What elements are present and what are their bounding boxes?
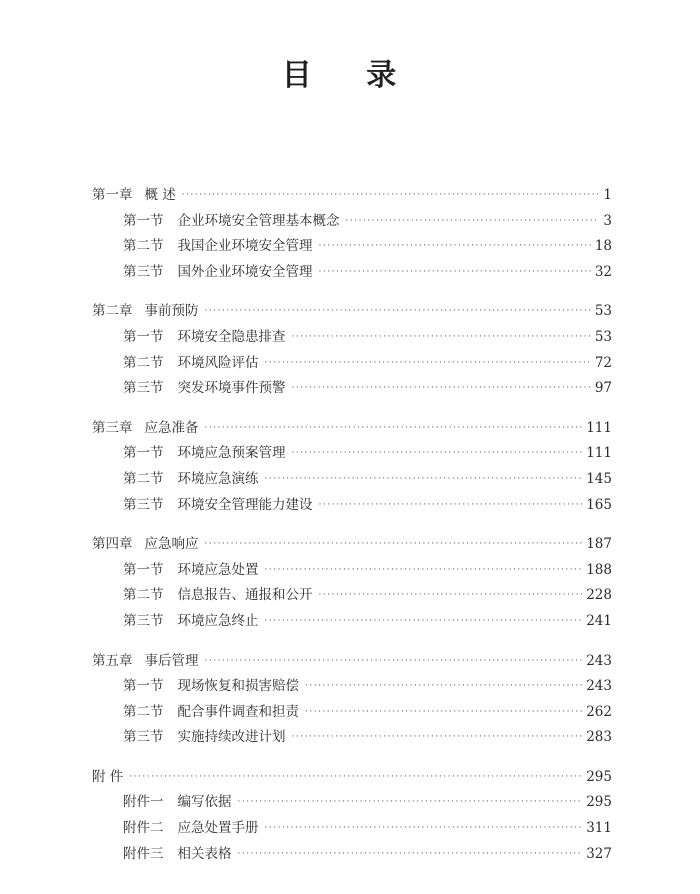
toc-section-row[interactable]: [92, 493, 612, 519]
toc-entry-label: [123, 260, 313, 286]
dot-leader: [205, 299, 591, 325]
section-number: 第二节: [123, 470, 164, 487]
section-title: 环境应急终止: [177, 612, 259, 629]
toc-section-row[interactable]: [92, 558, 612, 584]
toc-entry-label: [123, 674, 299, 700]
section-number: 第三节: [123, 496, 164, 513]
page-number: 145: [586, 470, 612, 487]
toc-entry-label: [92, 649, 199, 675]
section-title: 相关表格: [177, 845, 232, 862]
toc-entry-label: [123, 609, 259, 635]
dot-leader: [265, 558, 583, 584]
toc-chapter-row[interactable]: [92, 765, 612, 791]
section-number: 第三节: [123, 263, 164, 280]
toc-entry-label: [92, 183, 176, 209]
page-number: 111: [586, 445, 612, 462]
toc-chapter: [92, 416, 612, 518]
toc-section-row[interactable]: [92, 325, 612, 351]
section-title: 环境应急预案管理: [177, 445, 286, 462]
chapter-number: 附 件: [92, 768, 124, 785]
page-number: 18: [594, 238, 612, 255]
dot-leader: [319, 493, 583, 519]
toc-entry-label: [123, 376, 286, 402]
section-number: 第一节: [123, 445, 164, 462]
section-number: 第三节: [123, 380, 164, 397]
dot-leader: [265, 351, 591, 377]
toc-chapter-row[interactable]: [92, 416, 612, 442]
toc-section-row[interactable]: [92, 234, 612, 260]
page-number: 53: [594, 303, 612, 320]
toc-entry-label: [123, 234, 313, 260]
page-number: 228: [586, 587, 612, 604]
dot-leader: [346, 209, 599, 235]
page-number: 72: [594, 354, 612, 371]
page-number: 262: [586, 703, 612, 720]
chapter-title: 应急准备: [144, 419, 199, 436]
toc-entry-label: [123, 558, 259, 584]
section-title: 环境风险评估: [177, 354, 259, 371]
toc-section-row[interactable]: [92, 816, 612, 842]
section-number: 第二节: [123, 238, 164, 255]
toc-entry-label: [123, 583, 313, 609]
section-title: 编写依据: [177, 794, 232, 811]
page-number: 295: [586, 768, 612, 785]
page-number: 283: [586, 729, 612, 746]
toc-entry-label: [123, 351, 259, 377]
section-number: 第一节: [123, 678, 164, 695]
section-title: 应急处置手册: [177, 820, 259, 837]
section-title: 信息报告、通报和公开: [177, 587, 313, 604]
page-number: 165: [586, 496, 612, 513]
page-number: 188: [586, 561, 612, 578]
toc-chapter-row[interactable]: [92, 532, 612, 558]
toc-section-row[interactable]: [92, 725, 612, 751]
section-title: 环境应急处置: [177, 561, 259, 578]
section-title: 我国企业环境安全管理: [177, 238, 313, 255]
toc-section-row[interactable]: [92, 583, 612, 609]
dot-leader: [205, 649, 583, 675]
dot-leader: [205, 532, 583, 558]
section-title: 现场恢复和损害赔偿: [177, 678, 299, 695]
section-title: 环境应急演练: [177, 470, 259, 487]
toc-section-row[interactable]: [92, 467, 612, 493]
dot-leader: [305, 674, 582, 700]
chapter-number: 第一章: [92, 187, 133, 203]
toc-chapter: [92, 183, 612, 285]
section-number: 第二节: [123, 354, 164, 371]
toc-entry-label: [92, 765, 123, 791]
toc-section-row[interactable]: [92, 674, 612, 700]
page-number: 111: [586, 419, 612, 436]
section-title: 突发环境事件预警: [177, 380, 286, 397]
toc-entry-label: [123, 325, 286, 351]
section-title: 实施持续改进计划: [177, 729, 286, 746]
toc-chapter: [92, 765, 612, 867]
toc-entry-label: [123, 842, 232, 868]
chapter-number: 第五章: [92, 652, 133, 669]
page-number: 241: [586, 612, 612, 629]
page-number: 295: [586, 794, 612, 811]
dot-leader: [182, 183, 598, 209]
dot-leader: [319, 234, 591, 260]
toc-section-row[interactable]: [92, 842, 612, 868]
page-number: 3: [603, 212, 612, 229]
toc-entry-label: [123, 725, 286, 751]
toc-chapter-row[interactable]: [92, 649, 612, 675]
section-number: 第三节: [123, 729, 164, 746]
section-number: 第一节: [123, 328, 164, 345]
section-number: 第一节: [123, 561, 164, 578]
page-title: 目 录: [281, 58, 419, 93]
toc-entry-label: [123, 467, 259, 493]
toc-entry-label: [123, 700, 299, 726]
section-title: 环境安全管理能力建设: [177, 496, 313, 513]
dot-leader: [265, 609, 583, 635]
dot-leader: [292, 376, 591, 402]
dot-leader: [238, 790, 583, 816]
toc-chapter: [92, 649, 612, 751]
toc-chapter-row[interactable]: [92, 299, 612, 325]
page-number: 311: [586, 820, 612, 837]
section-number: 第二节: [123, 587, 164, 604]
toc-section-row[interactable]: [92, 209, 612, 235]
page-number: 243: [586, 652, 612, 669]
toc-entry-label: [123, 816, 259, 842]
toc-entry-label: [123, 209, 340, 235]
section-number: 第三节: [123, 612, 164, 629]
section-number: 附件二: [123, 820, 164, 837]
dot-leader: [265, 467, 583, 493]
page-number: 32: [594, 263, 612, 280]
section-title: 国外企业环境安全管理: [177, 263, 313, 280]
page-number: 187: [586, 536, 612, 553]
toc-entry-label: [92, 299, 199, 325]
page-number: 53: [594, 328, 612, 345]
toc-entry-label: [92, 532, 199, 558]
section-number: 附件一: [123, 794, 164, 811]
toc-entry-label: [123, 441, 286, 467]
toc-chapter: [92, 299, 612, 401]
toc-section-row[interactable]: [92, 790, 612, 816]
toc-section-row[interactable]: [92, 376, 612, 402]
toc-chapter-row[interactable]: [92, 183, 612, 209]
chapter-number: 第四章: [92, 536, 133, 553]
page-number: 1: [603, 187, 612, 203]
dot-leader: [319, 260, 591, 286]
chapter-title: 事后管理: [144, 652, 199, 669]
section-number: 附件三: [123, 845, 164, 862]
dot-leader: [205, 416, 583, 442]
chapter-title: 事前预防: [144, 303, 199, 320]
chapter-title: 概 述: [144, 187, 176, 203]
section-title: 配合事件调查和担责: [177, 703, 299, 720]
dot-leader: [292, 725, 583, 751]
chapter-number: 第二章: [92, 303, 133, 320]
toc-entry-label: [92, 416, 199, 442]
dot-leader: [129, 765, 582, 791]
dot-leader: [238, 842, 583, 868]
dot-leader: [292, 325, 591, 351]
toc-chapter: [92, 532, 612, 634]
toc-section-row[interactable]: [92, 441, 612, 467]
chapter-number: 第三章: [92, 419, 133, 436]
dot-leader: [305, 700, 582, 726]
toc-section-row[interactable]: [92, 351, 612, 377]
toc-section-row[interactable]: [92, 700, 612, 726]
section-number: 第一节: [123, 212, 164, 229]
section-title: 环境安全隐患排查: [177, 328, 286, 345]
toc-section-row[interactable]: [92, 609, 612, 635]
dot-leader: [265, 816, 583, 842]
section-title: 企业环境安全管理基本概念: [177, 212, 340, 229]
page-number: 243: [586, 678, 612, 695]
chapter-title: 应急响应: [144, 536, 199, 553]
dot-leader: [292, 441, 583, 467]
toc-entry-label: [123, 493, 313, 519]
dot-leader: [319, 583, 583, 609]
toc-section-row[interactable]: [92, 260, 612, 286]
section-number: 第二节: [123, 703, 164, 720]
page-number: 97: [594, 380, 612, 397]
page-number: 327: [586, 845, 612, 862]
toc-entry-label: [123, 790, 232, 816]
table-of-contents: [92, 183, 612, 881]
